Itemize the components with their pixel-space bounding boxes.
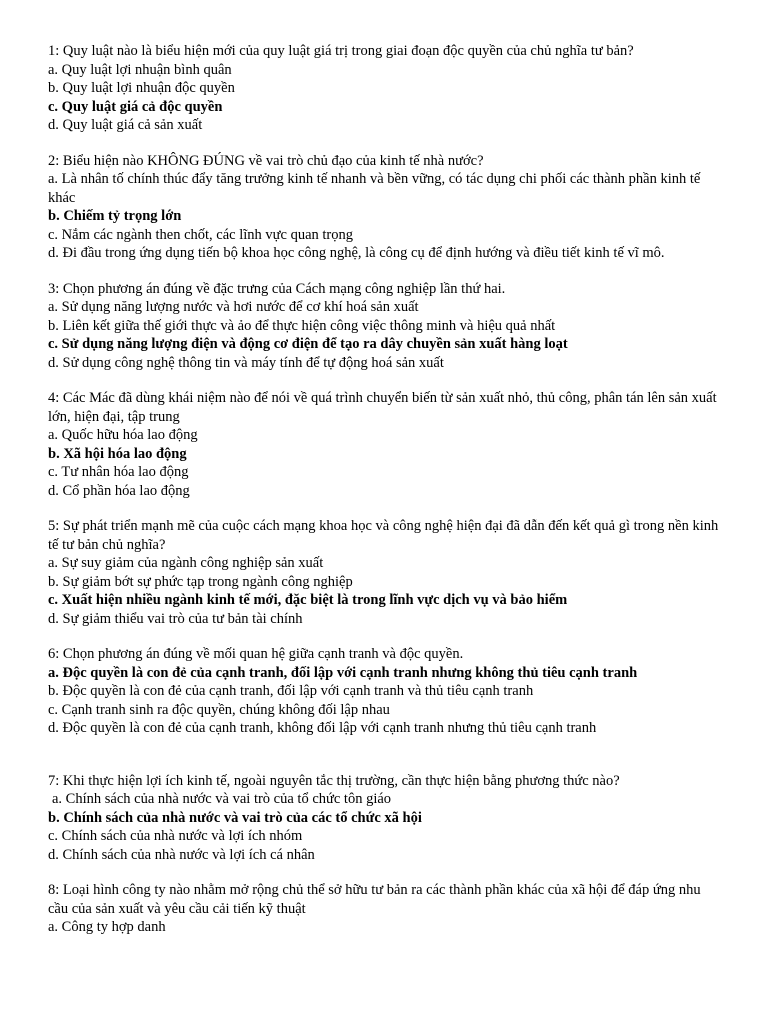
option-c: c. Tư nhân hóa lao động	[48, 464, 189, 480]
option-b: b. Liên kết giữa thế giới thực và ảo để thực hiện công việc thông minh và hiệu quả nhất	[48, 317, 556, 334]
option-d: d. Sử dụng công nghệ thông tin và máy tính để tự động hoá sản xuất	[48, 354, 444, 371]
option-c-correct: c. Quy luật giá cả độc quyền	[48, 98, 223, 115]
option-b: b. Sự giảm bớt sự phức tạp trong ngành công nghiệp	[48, 573, 353, 590]
option-a: a. Quy luật lợi nhuận bình quân	[48, 61, 232, 78]
question-text: 5: Sự phát triển mạnh mẽ của cuộc cách mạng khoa học và công nghệ hiện đại đã dẫn đến kết quả gì trong nền kinh tế tư bản chủ nghĩa?	[48, 518, 719, 553]
question-1	[48, 42, 724, 135]
option-d: d. Cổ phần hóa lao động	[48, 482, 190, 499]
option-a: a. Quốc hữu hóa lao động	[48, 427, 198, 443]
option-d: d. Chính sách của nhà nước và lợi ích cá nhân	[48, 846, 315, 863]
option-c: c. Nắm các ngành then chốt, các lĩnh vực quan trọng	[48, 226, 353, 243]
option-c: c. Chính sách của nhà nước và lợi ích nhóm	[48, 828, 303, 844]
question-text: 1: Quy luật nào là biểu hiện mới của quy luật giá trị trong giai đoạn độc quyền của chủ nghĩa tư bản?	[48, 43, 634, 59]
question-8	[48, 881, 724, 937]
option-a: a. Sử dụng năng lượng nước và hơi nước để cơ khí hoá sản xuất	[48, 299, 419, 315]
option-d: d. Quy luật giá cả sản xuất	[48, 117, 203, 133]
question-text: 8: Loại hình công ty nào nhằm mở rộng chủ thể sở hữu tư bản ra các thành phần khác của xã hội để đáp ứng nhu cầu của sản xuất và yêu cầu cải tiến kỹ thuật	[48, 882, 701, 917]
question-6	[48, 645, 724, 738]
question-7	[48, 772, 724, 865]
option-d: d. Sự giảm thiểu vai trò của tư bản tài chính	[48, 610, 303, 627]
option-a: a. Chính sách của nhà nước và vai trò của tổ chức tôn giáo	[52, 791, 392, 807]
question-text: 3: Chọn phương án đúng về đặc trưng của Cách mạng công nghiệp lần thứ hai.	[48, 280, 506, 297]
option-b: b. Độc quyền là con đẻ của cạnh tranh, đối lập với cạnh tranh và thủ tiêu cạnh tranh	[48, 683, 534, 699]
option-d: d. Đi đầu trong ứng dụng tiến bộ khoa học công nghệ, là công cụ để định hướng và điều tiết kinh tế vĩ mô.	[48, 245, 665, 261]
question-2	[48, 152, 724, 263]
question-text: 7: Khi thực hiện lợi ích kinh tế, ngoài nguyên tắc thị trường, cần thực hiện bằng phương thức nào?	[48, 772, 620, 789]
question-4	[48, 389, 724, 500]
question-text: 4: Các Mác đã dùng khái niệm nào để nói về quá trình chuyển biến từ sản xuất nhỏ, thủ công, phân tán lên sản xuất lớn, hiện đại, tập trung	[48, 390, 717, 425]
option-c-correct: c. Xuất hiện nhiều ngành kinh tế mới, đặc biệt là trong lĩnh vực dịch vụ và bảo hiểm	[48, 592, 568, 608]
question-3	[48, 280, 724, 373]
option-a: a. Sự suy giảm của ngành công nghiệp sản xuất	[48, 555, 324, 571]
option-d: d. Độc quyền là con đẻ của cạnh tranh, không đối lập với cạnh tranh nhưng thủ tiêu cạnh tranh	[48, 720, 597, 736]
option-a-correct: a. Độc quyền là con đẻ của cạnh tranh, đối lập với cạnh tranh nhưng không thủ tiêu cạnh tranh	[48, 664, 638, 681]
question-text: 2: Biểu hiện nào KHÔNG ĐÚNG về vai trò chủ đạo của kinh tế nhà nước?	[48, 152, 484, 169]
option-b: b. Quy luật lợi nhuận độc quyền	[48, 80, 235, 96]
option-b-correct: b. Chiếm tỷ trọng lớn	[48, 208, 182, 224]
option-a: a. Là nhân tố chính thúc đẩy tăng trưởng kinh tế nhanh và bền vững, có tác dụng chi phối các thành phần kinh tế khác	[48, 171, 701, 206]
option-b-correct: b. Chính sách của nhà nước và vai trò của các tổ chức xã hội	[48, 809, 422, 826]
option-c: c. Cạnh tranh sinh ra độc quyền, chúng không đối lập nhau	[48, 701, 390, 718]
question-text: 6: Chọn phương án đúng về mối quan hệ giữa cạnh tranh và độc quyền.	[48, 646, 464, 662]
option-c-correct: c. Sử dụng năng lượng điện và động cơ điện để tạo ra dây chuyền sản xuất hàng loạt	[48, 336, 568, 352]
question-5	[48, 517, 724, 628]
document-page	[48, 42, 724, 954]
option-a: a. Công ty hợp danh	[48, 919, 166, 935]
option-b-correct: b. Xã hội hóa lao động	[48, 445, 187, 462]
